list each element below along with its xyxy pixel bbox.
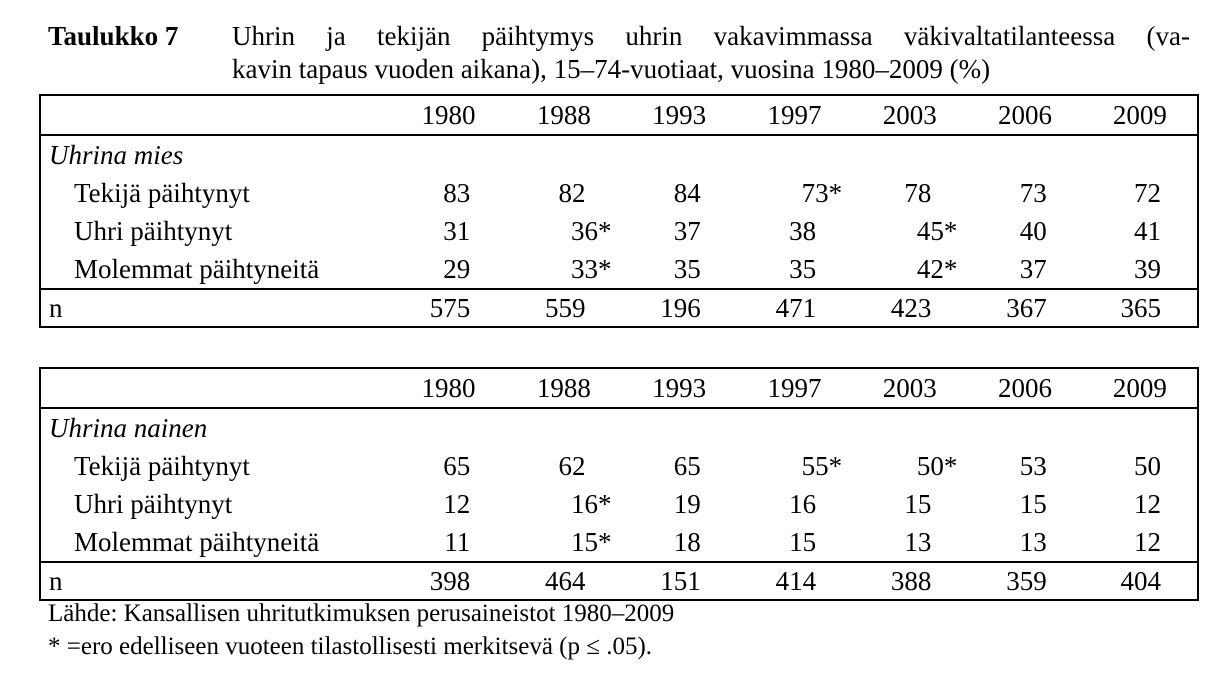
table-row (40, 174, 1198, 212)
n-cell: 423 (852, 289, 967, 327)
table-row (40, 523, 1198, 562)
table-cell: 15 (904, 488, 932, 519)
table-cell: 82 (558, 177, 586, 208)
row-label: Tekijä päihtynyt (74, 177, 250, 208)
significance-note: * =ero edelliseen vuoteen tilastollisesti merkitsevä (p ≤ .05). (48, 633, 653, 660)
caption-title-line-1: Uhrin ja tekijän päihtymys uhrin vakavimmassa väkivaltatilanteessa (va- (232, 21, 1190, 51)
year-header: 1980 (391, 95, 506, 135)
year-header: 2003 (852, 95, 967, 135)
table-cell: 12 (443, 488, 471, 519)
table-cell: 36* (571, 215, 612, 246)
table-cell: 73* (801, 177, 843, 208)
table-cell: 18 (673, 526, 701, 557)
year-header: 1988 (506, 95, 621, 135)
row-label: Uhri päihtynyt (74, 488, 233, 519)
table-row (40, 447, 1198, 485)
year-header: 1997 (737, 95, 852, 135)
group-label: Uhrina mies (49, 139, 184, 170)
n-cell: 365 (1083, 289, 1198, 327)
table-cell: 33* (571, 253, 612, 284)
n-cell: 151 (622, 562, 737, 600)
group-label: Uhrina nainen (49, 412, 208, 443)
table-row (40, 250, 1198, 289)
group-row (40, 135, 1198, 174)
table-men (39, 94, 1199, 328)
year-header: 1980 (391, 368, 506, 408)
year-header: 1988 (506, 368, 621, 408)
n-cell: 388 (852, 562, 967, 600)
table-cell: 29 (443, 253, 471, 284)
table-cell: 11 (444, 526, 471, 557)
table-cell: 15 (1019, 488, 1047, 519)
table-cell: 13 (904, 526, 932, 557)
caption-title-line-2: kavin tapaus vuoden aikana), 15–74-vuotiaat, vuosina 1980–2009 (%) (232, 54, 991, 84)
n-cell: 414 (737, 562, 852, 600)
table-cell: 19 (673, 488, 701, 519)
table-cell: 72 (1134, 177, 1161, 208)
table-cell: 78 (904, 177, 932, 208)
n-cell: 359 (967, 562, 1082, 600)
row-label: Molemmat päihtyneitä (74, 253, 320, 284)
n-cell: 367 (967, 289, 1082, 327)
table-cell: 55* (801, 450, 843, 481)
table-row (40, 485, 1198, 523)
year-header: 2006 (967, 95, 1082, 135)
table-cell: 45* (916, 215, 958, 246)
year-header: 1993 (622, 368, 737, 408)
n-label: n (40, 562, 391, 600)
n-cell: 398 (391, 562, 506, 600)
year-header: 2009 (1083, 95, 1198, 135)
year-header: 2006 (967, 368, 1082, 408)
table-cell: 15* (571, 526, 612, 557)
table-cell: 35 (673, 253, 701, 284)
year-header: 1993 (622, 95, 737, 135)
table-cell: 73 (1019, 177, 1047, 208)
table-women (39, 367, 1199, 601)
n-cell: 464 (506, 562, 621, 600)
n-cell: 559 (506, 289, 621, 327)
table-cell: 62 (558, 450, 586, 481)
n-cell: 404 (1083, 562, 1198, 600)
table-cell: 13 (1019, 526, 1047, 557)
table-cell: 37 (1019, 253, 1047, 284)
n-cell: 196 (622, 289, 737, 327)
table-cell: 39 (1134, 253, 1161, 284)
table-cell: 38 (789, 215, 817, 246)
table-cell: 16* (571, 488, 612, 519)
table-cell: 50* (916, 450, 958, 481)
n-row (40, 289, 1198, 327)
n-label: n (40, 289, 391, 327)
table-cell: 53 (1019, 450, 1047, 481)
year-header: 1997 (737, 368, 852, 408)
table-cell: 50 (1134, 450, 1161, 481)
n-cell: 575 (391, 289, 506, 327)
table-cell: 35 (789, 253, 817, 284)
table-cell: 16 (789, 488, 817, 519)
header-row (40, 368, 1198, 408)
table-cell: 84 (673, 177, 701, 208)
row-label: Uhri päihtynyt (74, 215, 233, 246)
table-cell: 12 (1134, 488, 1161, 519)
table-cell: 37 (673, 215, 701, 246)
group-row (40, 408, 1198, 447)
n-cell: 471 (737, 289, 852, 327)
table-cell: 40 (1019, 215, 1047, 246)
year-header: 2009 (1083, 368, 1198, 408)
row-label: Tekijä päihtynyt (74, 450, 250, 481)
table-row (40, 212, 1198, 250)
table-notes (48, 597, 674, 663)
caption-label: Taulukko 7 (48, 21, 179, 51)
table-cell: 83 (443, 177, 471, 208)
table-cell: 12 (1134, 526, 1161, 557)
source-note: Lähde: Kansallisen uhritutkimuksen perusaineistot 1980–2009 (48, 600, 675, 627)
table-cell: 42* (916, 253, 958, 284)
table-cell: 15 (789, 526, 817, 557)
table-cell: 31 (443, 215, 471, 246)
table-cell: 65 (673, 450, 701, 481)
year-header: 2003 (852, 368, 967, 408)
n-row (40, 562, 1198, 600)
table-cell: 65 (443, 450, 471, 481)
table-cell: 41 (1134, 215, 1161, 246)
header-row (40, 95, 1198, 135)
row-label: Molemmat päihtyneitä (74, 526, 320, 557)
